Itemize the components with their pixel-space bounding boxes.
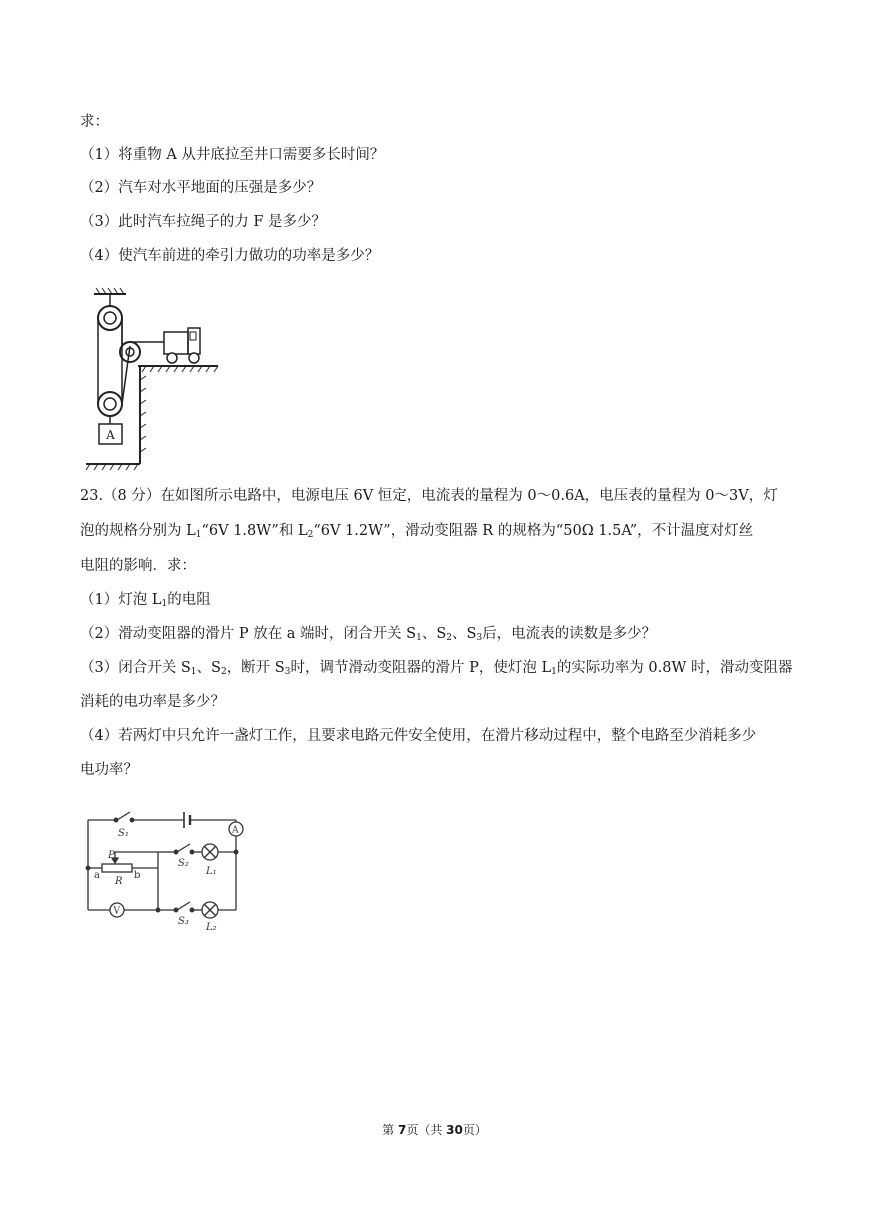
q23-line-3: 电阻的影响．求：: [80, 558, 196, 574]
page-footer: 第 7页（共 30页）: [382, 1123, 487, 1137]
q22-item-1: （1）将重物 A 从井底拉至井口需要多长时间？: [80, 147, 385, 163]
label-a: a: [94, 870, 100, 881]
pulley-truck-figure: [80, 288, 230, 470]
q23-item-1: （1）灯泡 $L_1$的电阻: [80, 592, 211, 609]
block-a-label: A: [106, 428, 115, 442]
label-l1: L₁: [206, 866, 217, 877]
label-ammeter: A: [232, 825, 239, 836]
q23-item-4-cont: 电功率？: [80, 762, 138, 778]
q22-item-4: （4）使汽车前进的牵引力做功的功率是多少？: [80, 248, 380, 264]
label-p: P: [108, 850, 115, 861]
q22-item-2: （2）汽车对水平地面的压强是多少？: [80, 180, 322, 196]
q23-line-1: 23.（8 分）在如图所示电路中，电源电压 6V 恒定，电流表的量程为 0～0.6A，电压表的量程为 0～3V，灯: [80, 488, 778, 504]
label-s1: S₁: [118, 828, 129, 839]
q22-item-3: （3）此时汽车拉绳子的力 F 是多少？: [80, 214, 327, 230]
q23-item-3-cont: 消耗的电功率是多少？: [80, 694, 225, 710]
label-s3: S₃: [178, 916, 189, 927]
label-b: b: [134, 870, 141, 881]
q23-item-4: （4）若两灯中只允许一盏灯工作，且要求电路元件安全使用，在滑片移动过程中，整个电路至少消耗多少: [80, 728, 757, 744]
label-l2: L₂: [206, 922, 217, 933]
circuit-diagram: [80, 800, 250, 938]
q22-ask: 求：: [80, 114, 109, 130]
q23-line-2: 泡的规格分别为 $L_1“6V$ 1.8W”和 $L_2“6V$ 1.2W”，滑动变阻器 R 的规格为“50Ω 1.5A”，不计温度对灯丝: [80, 523, 754, 540]
q23-item-2: （2）滑动变阻器的滑片 P 放在 a 端时，闭合开关 $S_1$、$S_2$、$S_3$后，电流表的读数是多少？: [80, 626, 657, 643]
label-voltmeter: V: [113, 906, 120, 917]
label-s2: S₂: [178, 858, 189, 869]
label-r: R: [115, 876, 123, 887]
q23-item-3: （3）闭合开关 $S_1$、$S_2$，断开 $S_3$时，调节滑动变阻器的滑片 P，使灯泡 $L_1$的实际功率为 0.8W 时，滑动变阻器: [80, 660, 793, 677]
